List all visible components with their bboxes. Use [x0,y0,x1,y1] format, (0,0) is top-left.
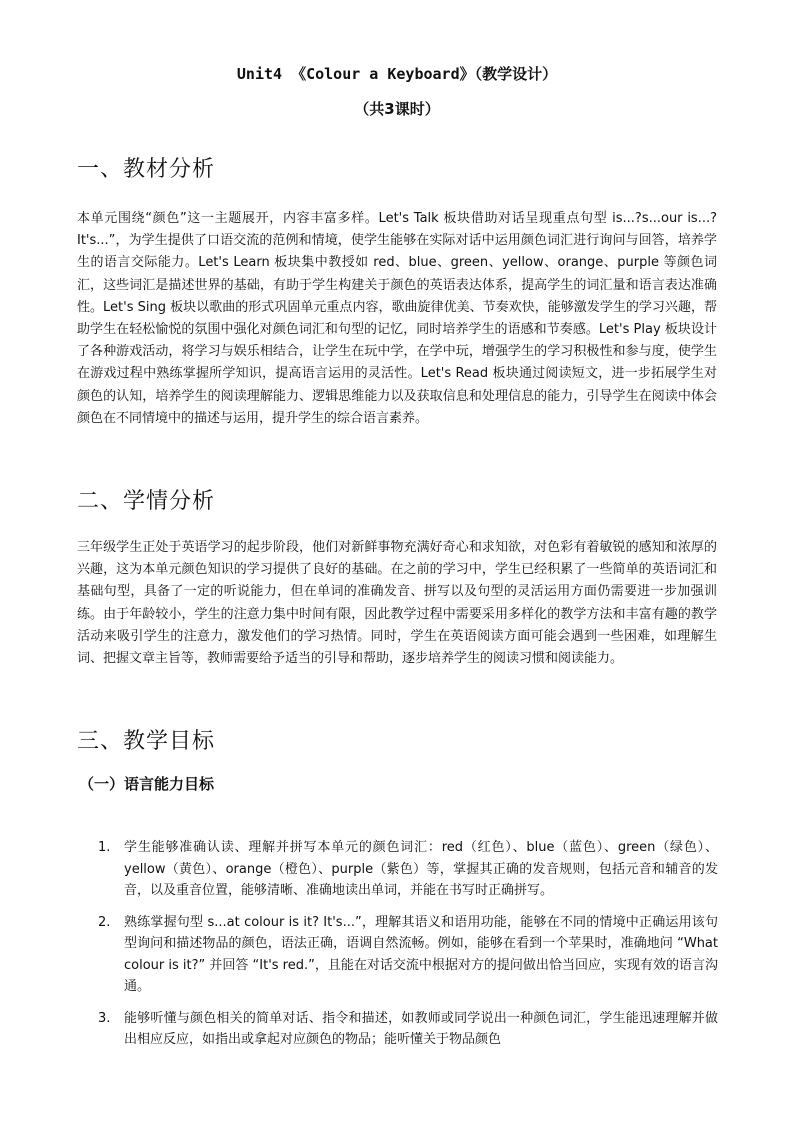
section-heading-learner-analysis: 二、学情分析 [77,489,216,514]
list-item-number: 1. [98,840,111,855]
list-item-number: 3. [98,1010,111,1026]
list-item [98,1008,718,1051]
section-heading-teaching-goals: 三、教学目标 [77,729,216,754]
document-title: Unit4 《Colour a Keyboard》（教学设计） [236,65,558,83]
goals-list [98,837,718,1061]
list-item-text: 能够听懂与颜色相关的简单对话、指令和描述，如教师或同学说出一种颜色词汇，学生能迅速理解并做出相应反应，如指出或拿起对应颜色的物品；能听懂关于物品颜色 [124,1010,718,1047]
list-item-text: 熟练掌握句型 s...at colour is it? It's...”，理解其语义和语用功能，能够在不同的情境中正确运用该句型询问和描述物品的颜色，语法正确，语调自然流畅。例如，能够在看到一个苹果时，准确地问 “What colour is it?” 并回答 “It's red.”，且能在对话交流中根据对方的提问做出恰当回应，实现有效的语言沟通。 [124,914,718,994]
list-item-text: 学生能够准确认读、理解并拼写本单元的颜色词汇：red（红色）、blue（蓝色）、green（绿色）、yellow（黄色）、orange（橙色）、purple（紫色）等，掌握其正确的发音规则，包括元音和辅音的发音，以及重音位置，能够清晰、准确地读出单词，并能在书写时正确拼写。 [124,840,718,898]
document-subtitle: （共3课时） [354,100,440,118]
list-item [98,912,718,998]
section-paragraph-textbook-analysis: 本单元围绕“颜色”这一主题展开，内容丰富多样。Let's Talk 板块借助对话呈现重点句型 is...?s...our is...? It's...”，为学生提供了口语交流的范例和情境，使学生能够在实际对话中运用颜色词汇进行询问与回答，培养学生的语言交际能力。Let's Learn 板块集中教授如 red、blue、green、yellow、orange、purple 等颜色词汇，这些词汇是描述世界的基础，有助于学生构建关于颜色的英语表达体系，提高学生的词汇量和语言表达准确性。Let's Sing 板块以歌曲的形式巩固单元重点内容，歌曲旋律优美、节奏欢快，能够激发学生的学习兴趣，帮助学生在轻松愉悦的氛围中强化对颜色词汇和句型的记忆，同时培养学生的语感和节奏感。Let's Play 板块设计了各种游戏活动，将学习与娱乐相结合，让学生在玩中学，在学中玩，增强学生的学习积极性和参与度，使学生在游戏过程中熟练掌握所学知识，提高语言运用的灵活性。Let's Read 板块通过阅读短文，进一步拓展学生对颜色的认知，培养学生的阅读理解能力、逻辑思维能力以及获取信息和处理信息的能力，引导学生在阅读中体会颜色在不同情境中的描述与运用，提升学生的综合语言素养。 [77,211,717,426]
section-paragraph-learner-analysis: 三年级学生正处于英语学习的起步阶段，他们对新鲜事物充满好奇心和求知欲，对色彩有着敏锐的感知和浓厚的兴趣，这为本单元颜色知识的学习提供了良好的基础。在之前的学习中，学生已经积累了一些简单的英语词汇和基础句型，具备了一定的听说能力，但在单词的准确发音、拼写以及句型的灵活运用方面仍需要进一步加强训练。由于年龄较小，学生的注意力集中时间有限，因此教学过程中需要采用多样化的教学方法和丰富有趣的教学活动来吸引学生的注意力，激发他们的学习热情。同时，学生在英语阅读方面可能会遇到一些困难，如理解生词、把握文章主旨等，教师需要给予适当的引导和帮助，逐步培养学生的阅读习惯和阅读能力。 [77,540,717,667]
list-item-number: 2. [98,914,111,930]
list-item [98,837,718,902]
subheading-language-goals: （一）语言能力目标 [79,775,215,793]
section-heading-textbook-analysis: 一、教材分析 [77,157,216,182]
